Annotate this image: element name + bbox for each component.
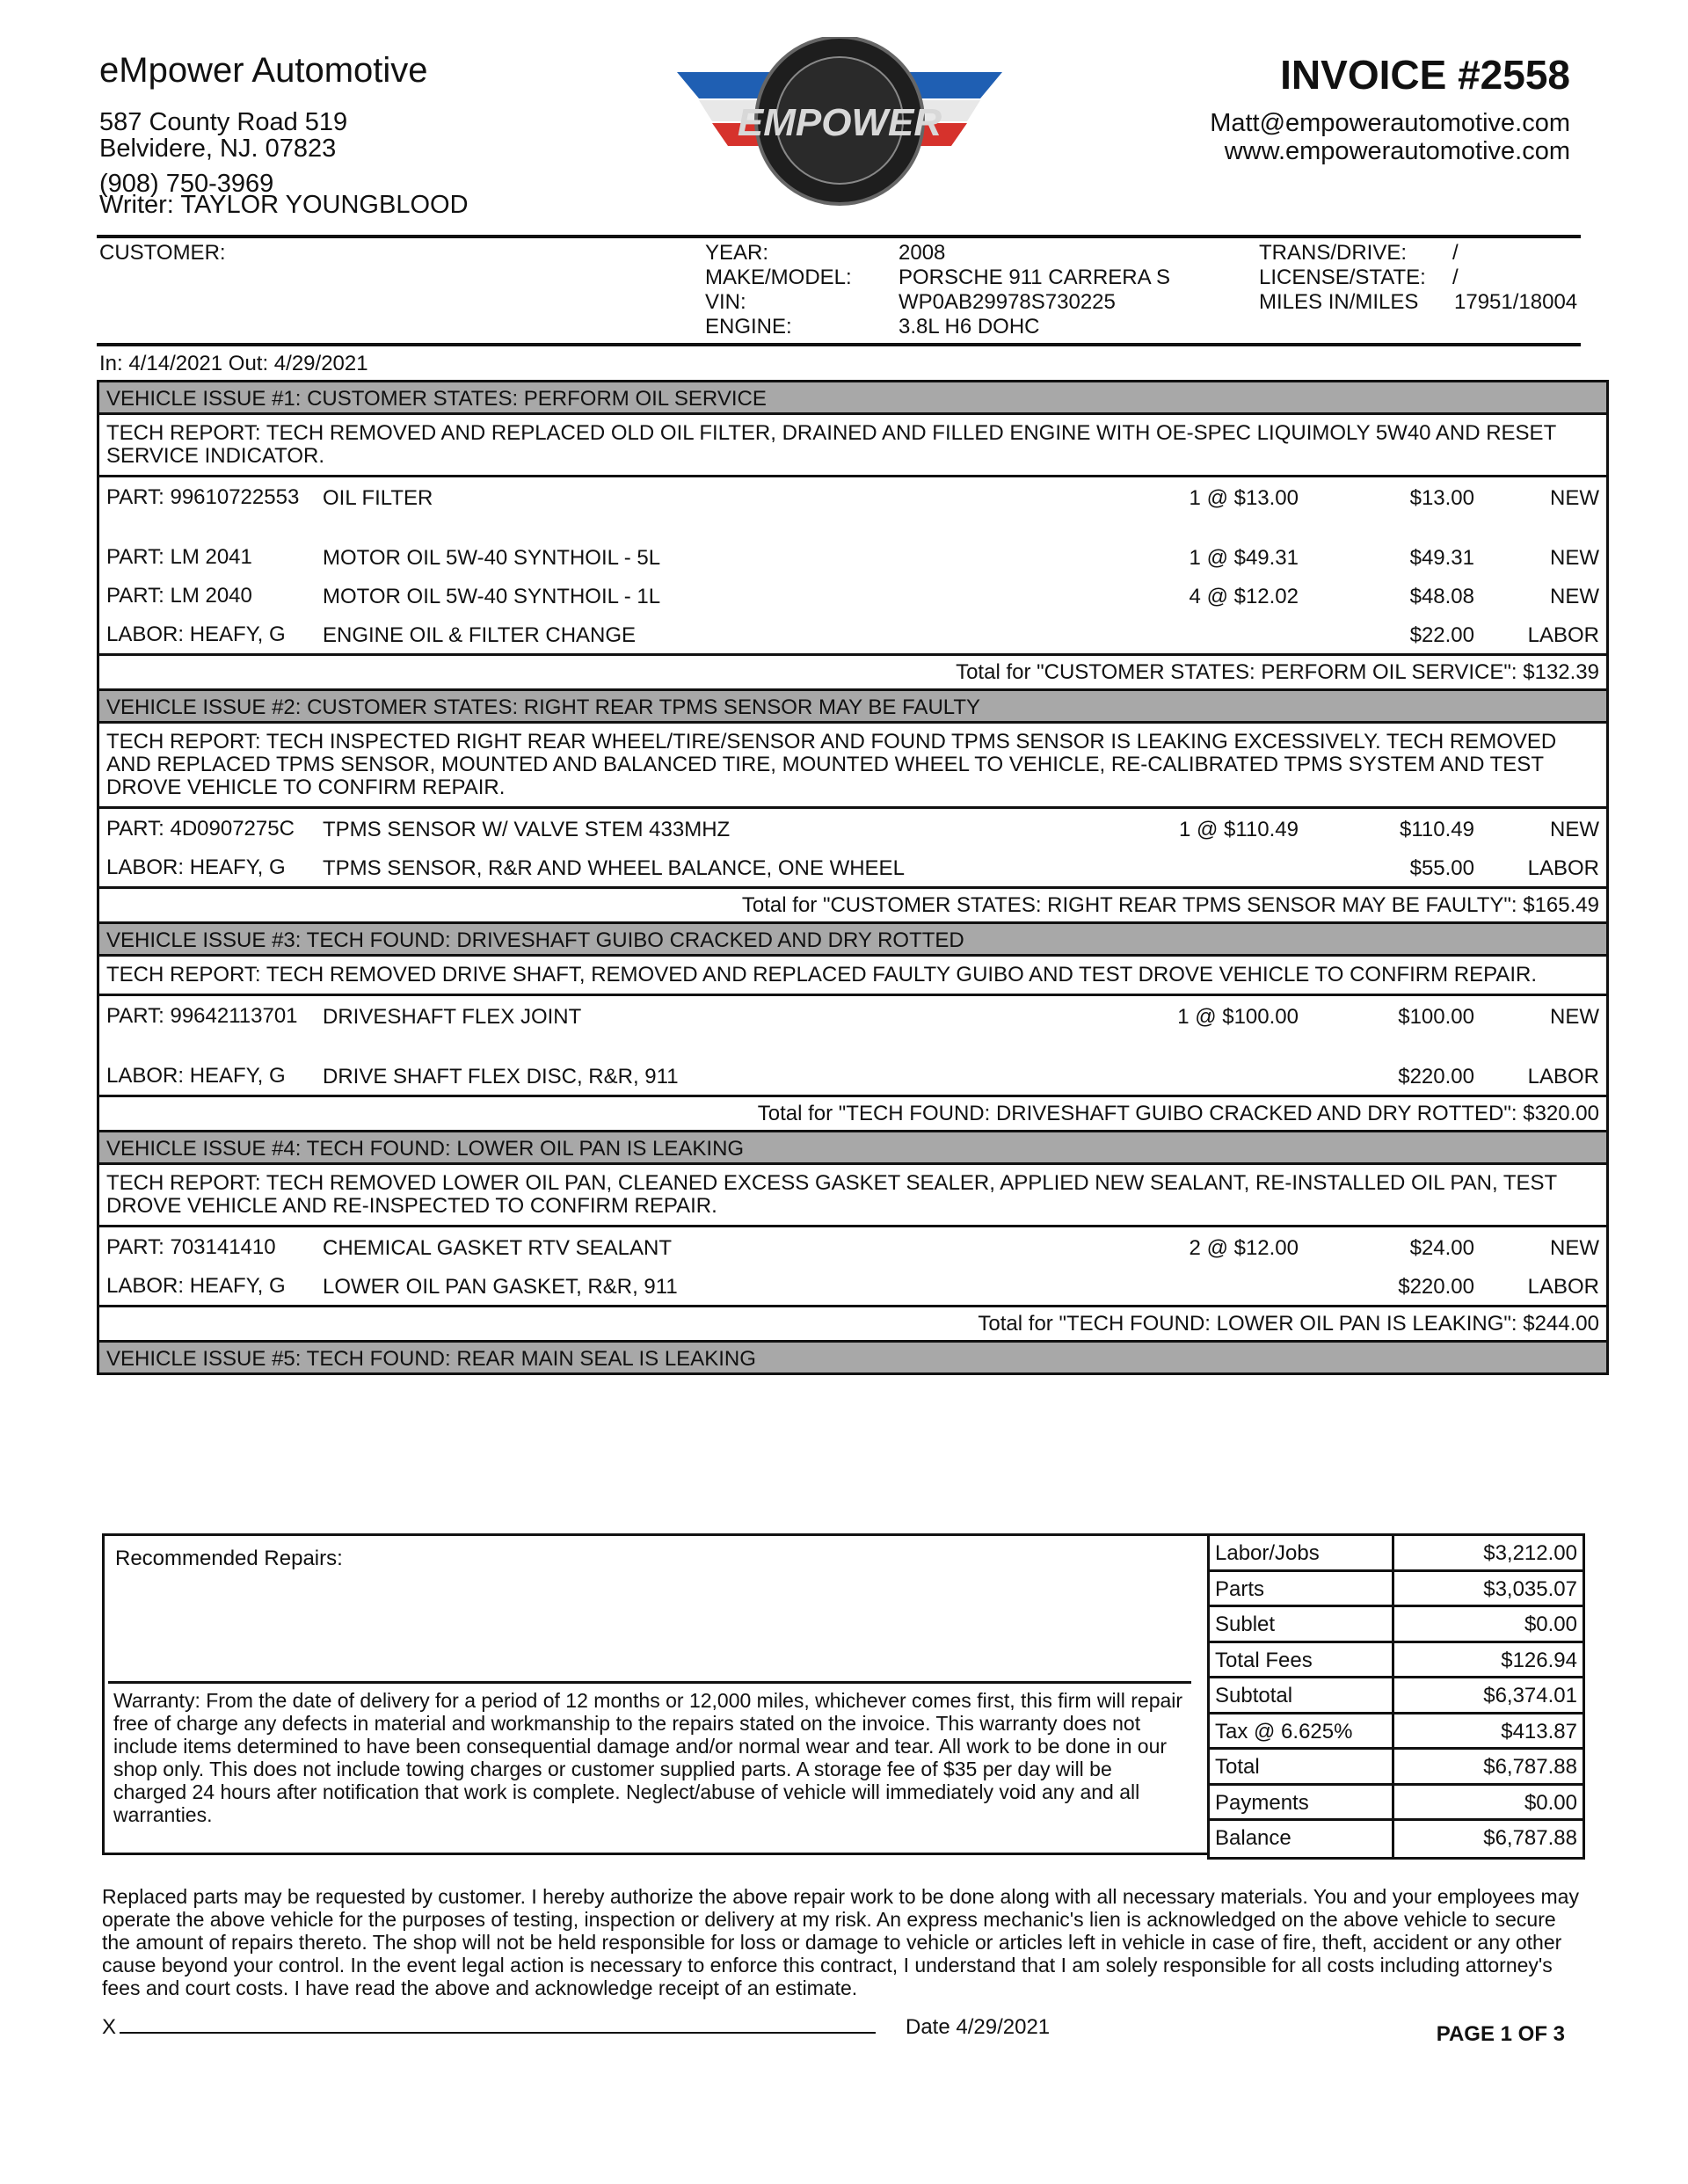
summary-value: $6,374.01 [1483,1684,1577,1707]
tech-report: TECH REPORT: TECH REMOVED AND REPLACED OLD OIL FILTER, DRAINED AND FILLED ENGINE WITH OE-SPEC LIQUIMOLY 5W40 AND RESET SERVICE INDICATOR. [97,415,1609,477]
line-part: LABOR: HEAFY, G [106,855,286,879]
summary-value: $3,035.07 [1483,1576,1577,1601]
line-desc: TPMS SENSOR, R&R AND WHEEL BALANCE, ONE WHEEL [323,856,905,880]
issue-header: VEHICLE ISSUE #3: TECH FOUND: DRIVESHAFT GUIBO CRACKED AND DRY ROTTED [97,921,1609,957]
line-amount: $55.00 [1409,856,1474,880]
line-type: LABOR [1527,856,1599,880]
authorization-text: Replaced parts may be requested by customer. I hereby authorize the above repair work to be done along with all necessary materials. You and your employees may operate the above vehicle for the purposes of testing, inspection or delivery at my risk. An express mechanic's lien is acknowledged on the above vehicle to secure the amount of repairs thereto. The shop will not be held responsible for loss or damage to vehicle or articles left in vehicle in case of fire, theft, accident or any other cause beyond your control. In the event legal action is necessary to enforce this contract, I understand that I am solely responsible for all costs including attorney's fees and court costs. I have read the above and acknowledge receipt of an estimate. [102,1885,1579,1999]
line-amount: $48.08 [1409,585,1474,608]
line-type: NEW [1550,818,1599,841]
company-name: eMpower Automotive [99,51,428,90]
vin-label: VIN: [705,290,746,314]
line-amount: $49.31 [1409,546,1474,570]
issue-total: Total for "TECH FOUND: DRIVESHAFT GUIBO CRACKED AND DRY ROTTED": $320.00 [97,1095,1609,1130]
line-type: NEW [1550,585,1599,608]
line-item [97,848,1609,886]
line-item [97,1056,1609,1095]
summary-label: Sublet [1210,1607,1394,1641]
line-type: NEW [1550,1005,1599,1029]
line-item [97,1266,1609,1305]
contact-email[interactable]: Matt@empowerautomotive.com [1210,109,1570,137]
line-qty: 1 @ $110.49 [1178,818,1299,841]
company-phone: (908) 750-3969 [99,170,274,198]
line-desc: CHEMICAL GASKET RTV SEALANT [323,1236,672,1260]
line-type: LABOR [1527,1275,1599,1299]
line-desc: DRIVE SHAFT FLEX DISC, R&R, 911 [323,1065,679,1088]
vin-value: WP0AB29978S730225 [899,290,1116,314]
line-desc: DRIVESHAFT FLEX JOINT [323,1005,582,1029]
make-label: MAKE/MODEL: [705,266,852,289]
summary-row [1210,1643,1582,1679]
summary-label: Subtotal [1210,1678,1394,1712]
line-desc: ENGINE OIL & FILTER CHANGE [323,623,637,647]
company-address-line1: 587 County Road 519 [99,108,348,136]
issue-header: VEHICLE ISSUE #5: TECH FOUND: REAR MAIN SEAL IS LEAKING [97,1340,1609,1375]
line-item [97,809,1609,848]
line-part: LABOR: HEAFY, G [106,1274,286,1298]
line-amount: $24.00 [1409,1236,1474,1260]
line-desc: OIL FILTER [323,486,433,510]
summary-value: $6,787.88 [1483,1755,1577,1779]
vehicle-values [899,241,1170,339]
signature-underline [120,2032,876,2034]
line-amount: $13.00 [1409,486,1474,510]
summary-label: Parts [1210,1572,1394,1605]
summary-row [1210,1821,1582,1857]
warranty-text: Warranty: From the date of delivery for a period of 12 months or 12,000 miles, whichever comes first, this firm will repair free of charge any defects in material and workmanship to the repairs stated on the invoice. This warranty does not include items determined to have been consequential damage and/or normal wear and tear. All work to be done in our shop only. This does not include towing charges or customer supplied parts. A storage fee of $35 per day will be charged 24 hours after notification that work is complete. Neglect/abuse of vehicle will immediately void any and all warranties. [108,1681,1191,1831]
signature-mark: X [102,2015,117,2039]
line-type: NEW [1550,546,1599,570]
summary-row [1210,1572,1582,1608]
line-qty: 4 @ $12.02 [1189,585,1299,608]
line-part: PART: 99642113701 [106,1004,298,1028]
trans-label: TRANS/DRIVE: [1259,241,1408,265]
issue-total: Total for "CUSTOMER STATES: PERFORM OIL SERVICE": $132.39 [97,653,1609,688]
year-label: YEAR: [705,241,769,265]
line-desc: LOWER OIL PAN GASKET, R&R, 911 [323,1275,678,1299]
line-item [97,996,1609,1056]
line-qty: 1 @ $13.00 [1189,486,1299,510]
line-qty: 1 @ $100.00 [1177,1005,1299,1029]
issue-total: Total for "TECH FOUND: LOWER OIL PAN IS LEAKING": $244.00 [97,1305,1609,1340]
issue-header: VEHICLE ISSUE #4: TECH FOUND: LOWER OIL PAN IS LEAKING [97,1130,1609,1165]
line-part: PART: 703141410 [106,1235,276,1259]
year-value: 2008 [899,241,946,265]
summary-row [1210,1678,1582,1714]
line-part: PART: 4D0907275C [106,817,295,841]
line-type: LABOR [1527,623,1599,647]
line-amount: $100.00 [1398,1005,1474,1029]
line-item [97,1227,1609,1266]
vehicle-values-right [1452,241,1459,290]
license-value: / [1452,266,1459,289]
signature-date: Date 4/29/2021 [906,2015,1051,2039]
customer-label: CUSTOMER: [99,241,226,265]
line-item [97,576,1609,615]
make-value: PORSCHE 911 CARRERA S [899,266,1170,289]
line-item [97,615,1609,653]
issue-header: VEHICLE ISSUE #1: CUSTOMER STATES: PERFORM OIL SERVICE [97,380,1609,415]
page-number: PAGE 1 OF 3 [1436,2022,1565,2046]
in-out-dates: In: 4/14/2021 Out: 4/29/2021 [99,352,368,375]
empower-logo [677,37,1002,213]
line-qty: 2 @ $12.00 [1189,1236,1299,1260]
summary-row [1210,1750,1582,1786]
service-writer: Writer: TAYLOR YOUNGBLOOD [99,191,469,219]
issue-total: Total for "CUSTOMER STATES: RIGHT REAR TPMS SENSOR MAY BE FAULTY": $165.49 [97,886,1609,921]
license-label: LICENSE/STATE: [1259,266,1426,289]
recommended-repairs-box [102,1533,1210,1855]
summary-label: Tax @ 6.625% [1210,1714,1394,1748]
summary-value: $413.87 [1501,1719,1577,1744]
logo-wordmark: EMPOWER [737,101,942,144]
line-qty: 1 @ $49.31 [1189,546,1299,570]
line-desc: TPMS SENSOR W/ VALVE STEM 433MHZ [323,818,731,841]
totals-summary [1207,1533,1585,1860]
vehicle-labels [705,241,852,339]
summary-value: $0.00 [1524,1790,1577,1815]
trans-value: / [1452,241,1459,265]
miles-value: 17951/18004 [1454,290,1578,314]
line-part: PART: LM 2041 [106,545,252,569]
tech-report: TECH REPORT: TECH REMOVED LOWER OIL PAN, CLEANED EXCESS GASKET SEALER, APPLIED NEW SEALANT, RE-INSTALLED OIL PAN, TEST DROVE VEHICLE AND RE-INSPECTED TO CONFIRM REPAIR. [97,1165,1609,1227]
miles-label: MILES IN/MILES [1259,290,1419,314]
header-divider [97,235,1581,238]
engine-label: ENGINE: [705,315,792,339]
summary-value: $126.94 [1501,1648,1577,1672]
engine-value: 3.8L H6 DOHC [899,315,1040,339]
line-part: LABOR: HEAFY, G [106,622,286,646]
vehicle-labels-right [1259,241,1426,315]
line-amount: $220.00 [1398,1275,1474,1299]
summary-label: Payments [1210,1786,1394,1819]
contact-website[interactable]: www.empowerautomotive.com [1224,137,1570,165]
line-amount: $110.49 [1400,818,1474,841]
recommended-repairs-label: Recommended Repairs: [115,1547,343,1570]
summary-label: Labor/Jobs [1210,1536,1394,1569]
info-divider [97,343,1581,346]
line-part: LABOR: HEAFY, G [106,1064,286,1088]
tech-report: TECH REPORT: TECH INSPECTED RIGHT REAR WHEEL/TIRE/SENSOR AND FOUND TPMS SENSOR IS LEAKING EXCESSIVELY. TECH REMOVED AND REPLACED TPMS SENSOR, MOUNTED AND BALANCED TIRE, MOUNTED WHEEL TO VEHICLE, RE-CALIBRATED TPMS SYSTEM AND TEST DROVE VEHICLE TO CONFIRM REPAIR. [97,724,1609,809]
line-type: LABOR [1527,1065,1599,1088]
summary-row [1210,1714,1582,1751]
issue-header: VEHICLE ISSUE #2: CUSTOMER STATES: RIGHT REAR TPMS SENSOR MAY BE FAULTY [97,688,1609,724]
line-part: PART: LM 2040 [106,584,252,608]
summary-label: Balance [1210,1821,1394,1857]
line-desc: MOTOR OIL 5W-40 SYNTHOIL - 5L [323,546,661,570]
tech-report: TECH REPORT: TECH REMOVED DRIVE SHAFT, REMOVED AND REPLACED FAULTY GUIBO AND TEST DROVE VEHICLE TO CONFIRM REPAIR. [97,957,1609,996]
line-type: NEW [1550,486,1599,510]
summary-value: $6,787.88 [1483,1826,1577,1850]
line-amount: $220.00 [1398,1065,1474,1088]
summary-row [1210,1607,1582,1643]
line-desc: MOTOR OIL 5W-40 SYNTHOIL - 1L [323,585,661,608]
summary-label: Total Fees [1210,1643,1394,1677]
invoice-number: INVOICE #2558 [1280,52,1570,98]
line-amount: $22.00 [1409,623,1474,647]
summary-row [1210,1536,1582,1572]
summary-value: $3,212.00 [1483,1541,1577,1565]
line-item [97,477,1609,537]
line-type: NEW [1550,1236,1599,1260]
summary-label: Total [1210,1750,1394,1783]
company-address-line2: Belvidere, NJ. 07823 [99,135,337,163]
summary-value: $0.00 [1524,1613,1577,1636]
signature-line[interactable] [102,2015,876,2040]
line-part: PART: 99610722553 [106,485,300,509]
line-item [97,537,1609,576]
issues-table [97,380,1609,1375]
summary-row [1210,1786,1582,1822]
